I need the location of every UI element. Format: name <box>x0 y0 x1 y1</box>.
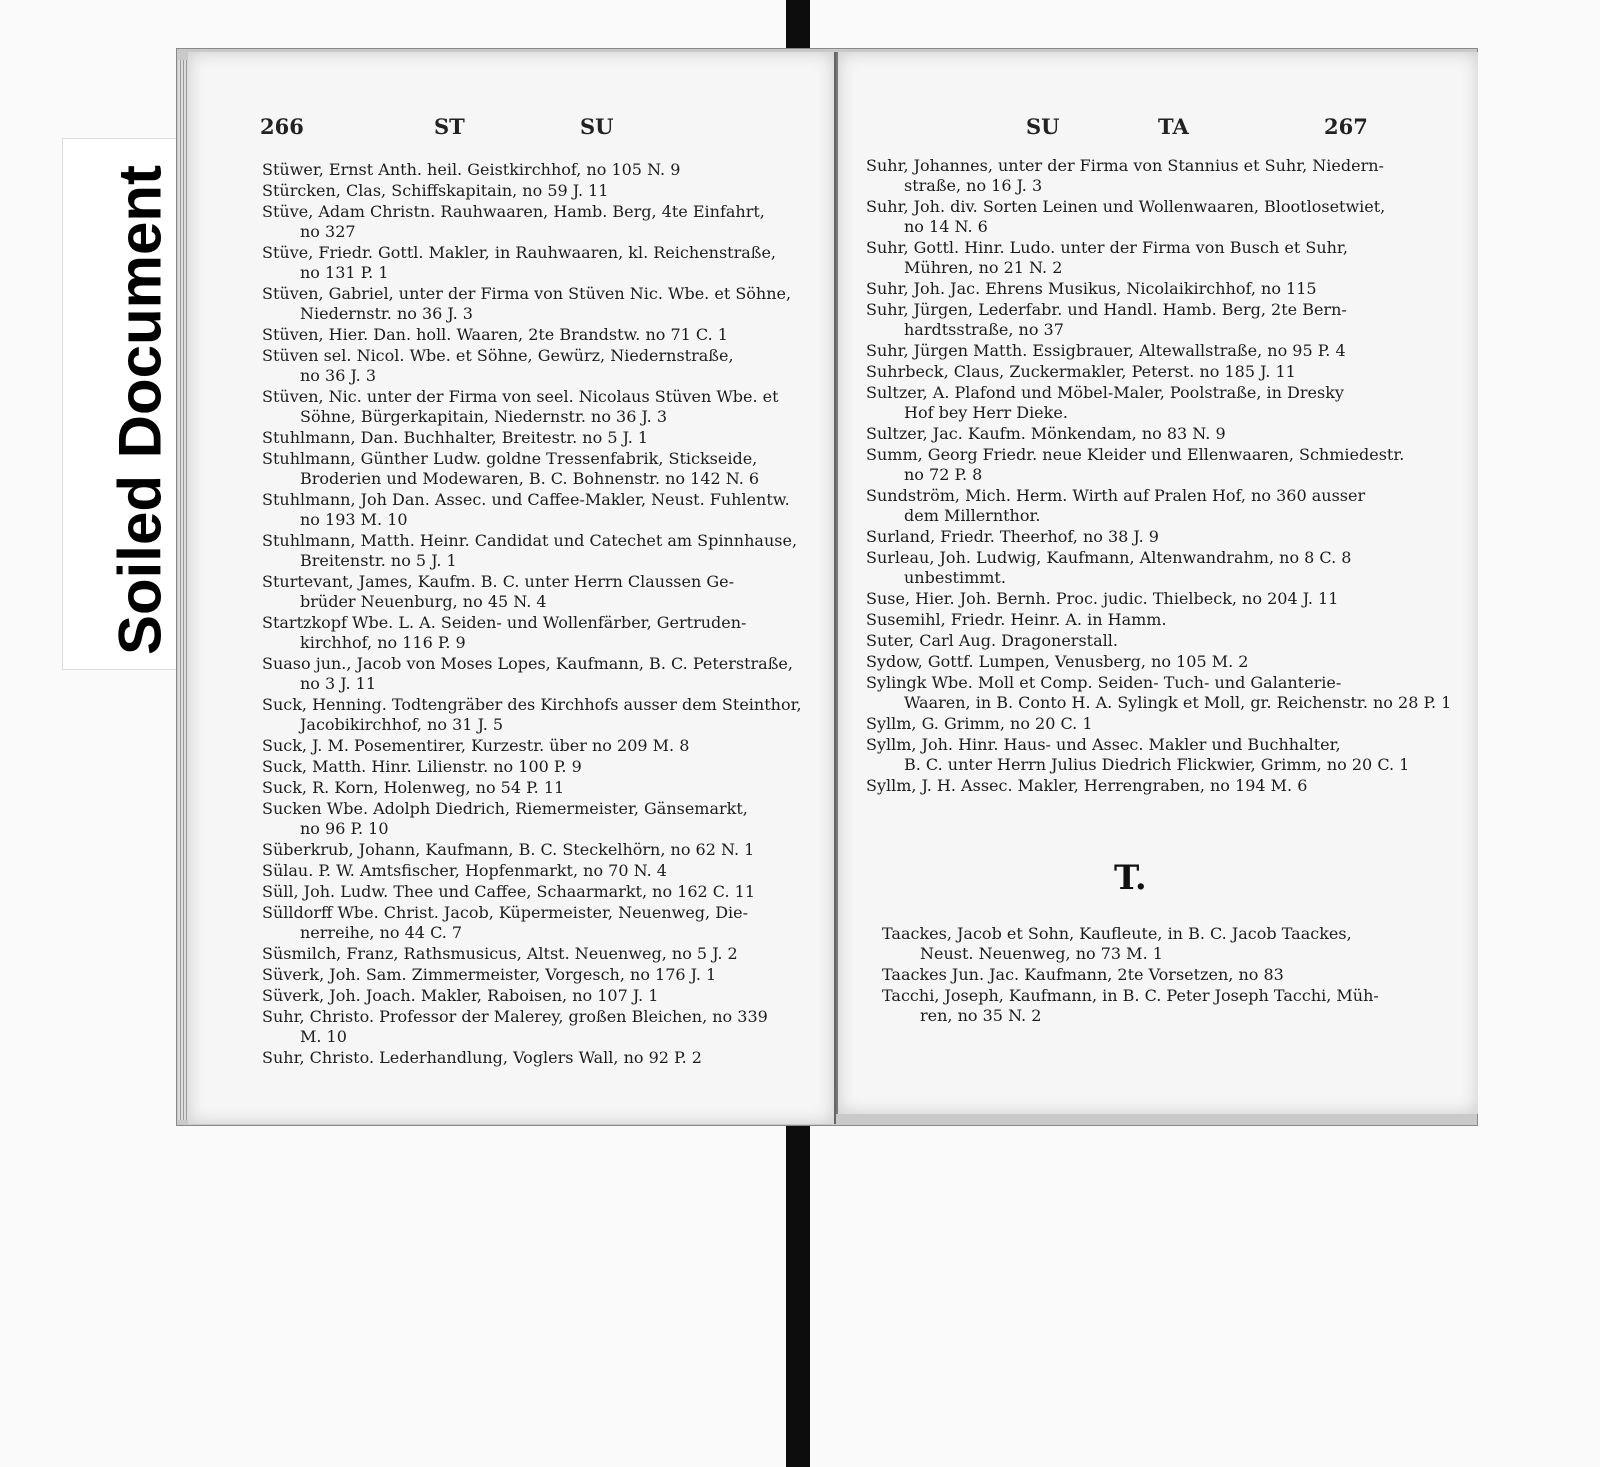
directory-entry <box>866 527 1456 547</box>
directory-entry <box>866 652 1456 672</box>
section-letter: T. <box>1114 858 1147 898</box>
entry-line: Suhrbeck, Claus, Zuckermakler, Peterst. no 185 J. 11 <box>866 362 1296 381</box>
directory-entry <box>262 1048 822 1068</box>
directory-entry <box>262 736 822 756</box>
label-text: Soiled Document <box>106 164 174 656</box>
directory-entry <box>882 986 1452 1026</box>
directory-entry <box>262 757 822 777</box>
directory-entry <box>262 654 822 694</box>
entry-line: Stüven, Hier. Dan. holl. Waaren, 2te Brandstw. no 71 C. 1 <box>262 325 728 344</box>
entry-line: Sultzer, A. Plafond und Möbel-Maler, Poolstraße, in Dresky <box>866 383 1344 402</box>
directory-entry <box>866 300 1456 340</box>
directory-entry <box>866 486 1456 526</box>
entry-line: Stüwer, Ernst Anth. heil. Geistkirchhof, no 105 N. 9 <box>262 160 681 179</box>
directory-entry <box>262 325 822 345</box>
entry-line: Suck, R. Korn, Holenweg, no 54 P. 11 <box>262 778 565 797</box>
directory-entry <box>262 243 822 283</box>
directory-entry <box>866 735 1456 775</box>
directory-entry <box>262 428 822 448</box>
entry-line: Stüven sel. Nicol. Wbe. et Söhne, Gewürz, Niedernstraße, <box>262 346 734 365</box>
entry-line: Surleau, Joh. Ludwig, Kaufmann, Altenwandrahm, no 8 C. 8 <box>866 548 1352 567</box>
entry-line: Süll, Joh. Ludw. Thee und Caffee, Schaarmarkt, no 162 C. 11 <box>262 882 755 901</box>
directory-entry <box>262 202 822 242</box>
entry-continuation: brüder Neuenburg, no 45 N. 4 <box>300 592 547 611</box>
directory-entry <box>866 714 1456 734</box>
directory-entry <box>262 799 822 839</box>
entry-continuation: no 193 M. 10 <box>300 510 408 529</box>
directory-entry <box>262 284 822 324</box>
directory-entry <box>882 924 1452 964</box>
entry-line: Surland, Friedr. Theerhof, no 38 J. 9 <box>866 527 1159 546</box>
entry-line: Stüve, Adam Christn. Rauhwaaren, Hamb. Berg, 4te Einfahrt, <box>262 202 765 221</box>
entry-line: Suhr, Joh. Jac. Ehrens Musikus, Nicolaikirchhof, no 115 <box>866 279 1317 298</box>
entry-continuation: Söhne, Bürgerkapitain, Niedernstr. no 36 J. 3 <box>300 407 668 426</box>
entry-continuation: nerreihe, no 44 C. 7 <box>300 923 463 942</box>
right-page <box>836 52 1478 1114</box>
entry-line: Suhr, Johannes, unter der Firma von Stannius et Suhr, Niedern- <box>866 156 1384 175</box>
entry-continuation: M. 10 <box>300 1027 347 1046</box>
directory-entry <box>262 840 822 860</box>
directory-entry <box>866 776 1456 796</box>
entry-continuation: B. C. unter Herrn Julius Diedrich Flickwier, Grimm, no 20 C. 1 <box>904 755 1410 774</box>
running-head-1: SU <box>1026 114 1060 139</box>
entry-line: Susemihl, Friedr. Heinr. A. in Hamm. <box>866 610 1167 629</box>
directory-entry <box>262 965 822 985</box>
entry-line: Süverk, Joh. Joach. Makler, Raboisen, no 107 J. 1 <box>262 986 659 1005</box>
directory-entry <box>262 572 822 612</box>
directory-entry <box>262 944 822 964</box>
entry-line: Sülau. P. W. Amtsfischer, Hopfenmarkt, no 70 N. 4 <box>262 861 667 880</box>
directory-entry <box>262 490 822 530</box>
entry-line: Sultzer, Jac. Kaufm. Mönkendam, no 83 N. 9 <box>866 424 1226 443</box>
entry-continuation: no 3 J. 11 <box>300 674 376 693</box>
entry-continuation: Breitenstr. no 5 J. 1 <box>300 551 457 570</box>
entry-continuation: unbestimmt. <box>904 568 1006 587</box>
directory-entry <box>262 695 822 735</box>
directory-entry <box>262 613 822 653</box>
entry-continuation: straße, no 16 J. 3 <box>904 176 1043 195</box>
entry-line: Sülldorff Wbe. Christ. Jacob, Küpermeister, Neuenweg, Die- <box>262 903 749 922</box>
entry-line: Suck, Henning. Todtengräber des Kirchhofs ausser dem Steinthor, <box>262 695 802 714</box>
running-head-1: ST <box>434 114 465 139</box>
directory-entry <box>866 156 1456 196</box>
entry-line: Suhr, Jürgen, Lederfabr. und Handl. Hamb. Berg, 2te Bern- <box>866 300 1347 319</box>
entry-continuation: Neust. Neuenweg, no 73 M. 1 <box>920 944 1163 963</box>
section-entry-list <box>882 924 1452 1027</box>
directory-entry <box>866 673 1456 713</box>
entry-line: Sylingk Wbe. Moll et Comp. Seiden- Tuch- und Galanterie- <box>866 673 1342 692</box>
page-number: 267 <box>1324 114 1368 139</box>
directory-entry <box>866 631 1456 651</box>
directory-entry <box>262 778 822 798</box>
directory-entry <box>262 160 822 180</box>
running-head-2: SU <box>580 114 614 139</box>
directory-entry <box>866 610 1456 630</box>
directory-entry <box>866 589 1456 609</box>
page-number: 266 <box>260 114 304 139</box>
entry-line: Stuhlmann, Matth. Heinr. Candidat und Catechet am Spinnhause, <box>262 531 798 550</box>
entry-line: Sundström, Mich. Herm. Wirth auf Pralen Hof, no 360 ausser <box>866 486 1366 505</box>
directory-entry <box>866 279 1456 299</box>
directory-entry <box>866 383 1456 423</box>
running-head-2: TA <box>1158 114 1189 139</box>
left-page <box>188 52 836 1124</box>
directory-entry <box>866 341 1456 361</box>
directory-entry <box>262 903 822 943</box>
entry-line: Syllm, G. Grimm, no 20 C. 1 <box>866 714 1093 733</box>
entry-line: Taackes Jun. Jac. Kaufmann, 2te Vorsetzen, no 83 <box>882 965 1284 984</box>
entry-line: Stuhlmann, Günther Ludw. goldne Tressenfabrik, Stickseide, <box>262 449 758 468</box>
entry-line: Suse, Hier. Joh. Bernh. Proc. judic. Thielbeck, no 204 J. 11 <box>866 589 1339 608</box>
entry-line: Suaso jun., Jacob von Moses Lopes, Kaufmann, B. C. Peterstraße, <box>262 654 793 673</box>
entry-line: Suhr, Gottl. Hinr. Ludo. unter der Firma von Busch et Suhr, <box>866 238 1348 257</box>
directory-entry <box>866 424 1456 444</box>
entry-continuation: no 327 <box>300 222 356 241</box>
directory-entry <box>866 362 1456 382</box>
entry-line: Süberkrub, Johann, Kaufmann, B. C. Steckelhörn, no 62 N. 1 <box>262 840 755 859</box>
entry-line: Startzkopf Wbe. L. A. Seiden- und Wollenfärber, Gertruden- <box>262 613 747 632</box>
entry-line: Suhr, Christo. Lederhandlung, Voglers Wall, no 92 P. 2 <box>262 1048 702 1067</box>
entry-line: Stuhlmann, Dan. Buchhalter, Breitestr. no 5 J. 1 <box>262 428 649 447</box>
entry-line: Süverk, Joh. Sam. Zimmermeister, Vorgesch, no 176 J. 1 <box>262 965 717 984</box>
directory-entry <box>262 449 822 489</box>
entry-line: Sturtevant, James, Kaufm. B. C. unter Herrn Claussen Ge- <box>262 572 735 591</box>
directory-entry <box>262 1007 822 1047</box>
directory-entry <box>866 238 1456 278</box>
entry-continuation: no 72 P. 8 <box>904 465 983 484</box>
entry-line: Sydow, Gottf. Lumpen, Venusberg, no 105 M. 2 <box>866 652 1249 671</box>
entry-continuation: ren, no 35 N. 2 <box>920 1006 1042 1025</box>
entry-continuation: hardtsstraße, no 37 <box>904 320 1064 339</box>
directory-entry <box>882 965 1452 985</box>
directory-entry <box>262 387 822 427</box>
entry-line: Suhr, Christo. Professor der Malerey, großen Bleichen, no 339 <box>262 1007 768 1026</box>
directory-entry <box>866 445 1456 485</box>
entry-line: Sucken Wbe. Adolph Diedrich, Riemermeister, Gänsemarkt, <box>262 799 748 818</box>
entry-continuation: Waaren, in B. Conto H. A. Sylingk et Moll, gr. Reichenstr. no 28 P. 1 <box>904 693 1452 712</box>
entry-line: Syllm, Joh. Hinr. Haus- und Assec. Makler und Buchhalter, <box>866 735 1341 754</box>
entry-list <box>262 160 822 1069</box>
entry-continuation: Hof bey Herr Dieke. <box>904 403 1068 422</box>
entry-line: Suck, J. M. Posementirer, Kurzestr. über no 209 M. 8 <box>262 736 690 755</box>
directory-entry <box>262 181 822 201</box>
directory-entry <box>866 197 1456 237</box>
entry-line: Stüven, Gabriel, unter der Firma von Stüven Nic. Wbe. et Söhne, <box>262 284 792 303</box>
entry-line: Tacchi, Joseph, Kaufmann, in B. C. Peter Joseph Tacchi, Müh- <box>882 986 1379 1005</box>
directory-entry <box>262 882 822 902</box>
entry-continuation: no 131 P. 1 <box>300 263 389 282</box>
entry-line: Suter, Carl Aug. Dragonerstall. <box>866 631 1118 650</box>
entry-continuation: kirchhof, no 116 P. 9 <box>300 633 466 652</box>
directory-entry <box>262 346 822 386</box>
directory-entry <box>262 986 822 1006</box>
entry-continuation: Jacobikirchhof, no 31 J. 5 <box>300 715 504 734</box>
directory-entry <box>262 531 822 571</box>
entry-continuation: dem Millernthor. <box>904 506 1041 525</box>
entry-continuation: no 96 P. 10 <box>300 819 389 838</box>
entry-line: Stürcken, Clas, Schiffskapitain, no 59 J. 11 <box>262 181 609 200</box>
directory-entry <box>262 861 822 881</box>
entry-continuation: Broderien und Modewaren, B. C. Bohnenstr. no 142 N. 6 <box>300 469 760 488</box>
entry-continuation: no 36 J. 3 <box>300 366 376 385</box>
scanner-strip-bottom <box>786 1118 810 1467</box>
entry-line: Süsmilch, Franz, Rathsmusicus, Altst. Neuenweg, no 5 J. 2 <box>262 944 738 963</box>
entry-line: Suck, Matth. Hinr. Lilienstr. no 100 P. 9 <box>262 757 582 776</box>
entry-continuation: Niedernstr. no 36 J. 3 <box>300 304 473 323</box>
entry-list <box>866 156 1456 797</box>
entry-line: Summ, Georg Friedr. neue Kleider und Ellenwaaren, Schmiedestr. <box>866 445 1405 464</box>
entry-line: Stüve, Friedr. Gottl. Makler, in Rauhwaaren, kl. Reichenstraße, <box>262 243 777 262</box>
entry-line: Stuhlmann, Joh Dan. Assec. und Caffee-Makler, Neust. Fuhlentw. <box>262 490 790 509</box>
directory-entry <box>866 548 1456 588</box>
entry-line: Syllm, J. H. Assec. Makler, Herrengraben, no 194 M. 6 <box>866 776 1308 795</box>
entry-line: Suhr, Joh. div. Sorten Leinen und Wollenwaaren, Blootlosetwiet, <box>866 197 1386 216</box>
entry-continuation: no 14 N. 6 <box>904 217 988 236</box>
entry-line: Suhr, Jürgen Matth. Essigbrauer, Altewallstraße, no 95 P. 4 <box>866 341 1346 360</box>
entry-continuation: Mühren, no 21 N. 2 <box>904 258 1063 277</box>
entry-line: Stüven, Nic. unter der Firma von seel. Nicolaus Stüven Wbe. et <box>262 387 779 406</box>
entry-line: Taackes, Jacob et Sohn, Kaufleute, in B. C. Jacob Taackes, <box>882 924 1352 943</box>
